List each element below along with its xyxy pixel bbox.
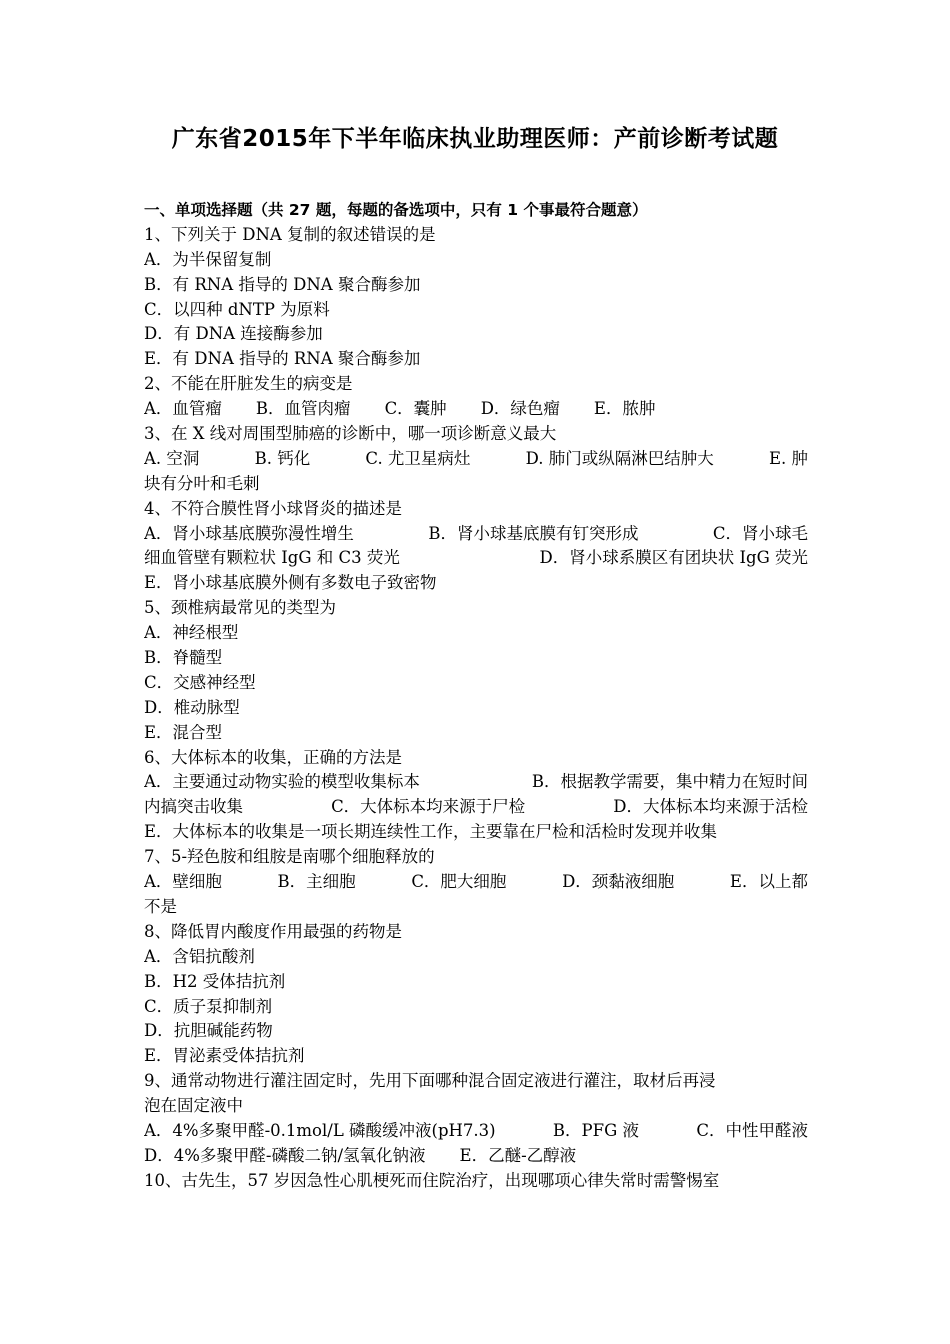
question-stem-continued: 泡在固定液中: [144, 1096, 243, 1116]
question-option: D．大体标本均来源于活检: [613, 797, 808, 817]
question-option: E．乙醚-乙醇液: [459, 1145, 577, 1165]
option-row: [144, 795, 808, 820]
question-option: C．以四种 dNTP 为原料: [144, 299, 330, 319]
question-option: A．4%多聚甲醛-0.1mol/L 磷酸缓冲液(pH7.3): [144, 1120, 496, 1140]
question-option: E. 肿: [768, 448, 808, 468]
question-option: D．抗胆碱能药物: [144, 1021, 273, 1041]
question-option: A．为半保留复制: [144, 249, 272, 269]
option-row: [144, 522, 808, 547]
question-option: B. 钙化: [254, 448, 311, 468]
question-stem: 5、颈椎病最常见的类型为: [144, 598, 336, 618]
option-row: [144, 770, 808, 795]
question-stem: 1、下列关于 DNA 复制的叙述错误的是: [144, 224, 436, 244]
question-option: D．椎动脉型: [144, 697, 240, 717]
question-option: C．大体标本均来源于尸检: [331, 797, 526, 817]
question-option: A．肾小球基底膜弥漫性增生: [144, 523, 354, 543]
section-heading: 一、单项选择题（共 27 题，每题的备选项中，只有 1 个事最符合题意）: [144, 201, 648, 219]
question-stem: 4、不符合膜性肾小球肾炎的描述是: [144, 498, 402, 518]
question-option: C．肾小球毛: [712, 523, 808, 543]
question-option-continued: 块有分叶和毛刺: [144, 473, 260, 493]
question-option: B．血管肉瘤: [255, 399, 351, 419]
question-option: D. 肺门或纵隔淋巴结肿大: [525, 448, 714, 468]
question-stem: 6、大体标本的收集，正确的方法是: [144, 747, 402, 767]
question-option: E．大体标本的收集是一项长期连续性工作，主要靠在尸检和活检时发现并收集: [144, 822, 718, 842]
question-option: D．肾小球系膜区有团块状 IgG 荧光: [539, 548, 808, 568]
option-row: [144, 447, 808, 472]
question-option: B．根据教学需要，集中精力在短时间: [531, 772, 808, 792]
question-option: A．含铝抗酸剂: [144, 946, 255, 966]
question-stem: 7、5-羟色胺和组胺是南哪个细胞释放的: [144, 847, 435, 867]
question-option: A．壁细胞: [144, 872, 222, 892]
question-option: A．神经根型: [144, 623, 239, 643]
question-stem: 10、古先生，57 岁因急性心肌梗死而住院治疗，出现哪项心律失常时需警惕室: [144, 1170, 720, 1190]
question-option: C．囊肿: [384, 399, 447, 419]
option-row: [144, 1144, 808, 1169]
option-row: [144, 397, 808, 422]
question-option: E．混合型: [144, 722, 223, 742]
question-option: A. 空洞: [144, 448, 200, 468]
document-title: 广东省2015年下半年临床执业助理医师：产前诊断考试题: [171, 126, 779, 152]
question-option: E．胃泌素受体拮抗剂: [144, 1046, 305, 1066]
question-option: B．PFG 液: [552, 1120, 640, 1140]
question-option: A．血管瘤: [144, 399, 222, 419]
question-option: C. 尤卫星病灶: [365, 448, 471, 468]
question-option: B．H2 受体拮抗剂: [144, 971, 286, 991]
question-option: C．交感神经型: [144, 672, 256, 692]
question-option: B．脊髓型: [144, 648, 223, 668]
question-stem: 9、通常动物进行灌注固定时，先用下面哪种混合固定液进行灌注，取材后再浸: [144, 1071, 716, 1091]
option-row: [144, 546, 808, 571]
question-option: E．有 DNA 指导的 RNA 聚合酶参加: [144, 349, 421, 369]
question-option: B．有 RNA 指导的 DNA 聚合酶参加: [144, 274, 421, 294]
question-stem: 2、不能在肝脏发生的病变是: [144, 374, 353, 394]
question-option: C．肥大细胞: [411, 872, 507, 892]
question-option-continued: 内搞突击收集: [144, 797, 243, 817]
question-option: C．质子泵抑制剂: [144, 996, 273, 1016]
question-option: E．以上都: [729, 872, 808, 892]
option-row: [144, 870, 808, 895]
question-option: D．颈黏液细胞: [562, 872, 675, 892]
question-option-continued: 细血管壁有颗粒状 IgG 和 C3 荧光: [144, 548, 400, 568]
option-row: [144, 1119, 808, 1144]
question-option: D．绿色瘤: [480, 399, 560, 419]
question-option: B．主细胞: [277, 872, 356, 892]
question-stem: 3、在 X 线对周围型肺癌的诊断中，哪一项诊断意义最大: [144, 424, 557, 444]
question-option: C．中性甲醛液: [696, 1120, 808, 1140]
document-body: [144, 198, 808, 1194]
question-option: A．主要通过动物实验的模型收集标本: [144, 772, 420, 792]
question-option-continued: 不是: [144, 896, 177, 916]
question-option: E．肾小球基底膜外侧有多数电子致密物: [144, 573, 437, 593]
question-stem: 8、降低胃内酸度作用最强的药物是: [144, 921, 402, 941]
question-option: D．有 DNA 连接酶参加: [144, 324, 323, 344]
question-option: B．肾小球基底膜有钉突形成: [428, 523, 639, 543]
question-option: E．脓肿: [593, 399, 656, 419]
question-option: D．4%多聚甲醛-磷酸二钠/氢氧化钠液: [144, 1145, 426, 1165]
